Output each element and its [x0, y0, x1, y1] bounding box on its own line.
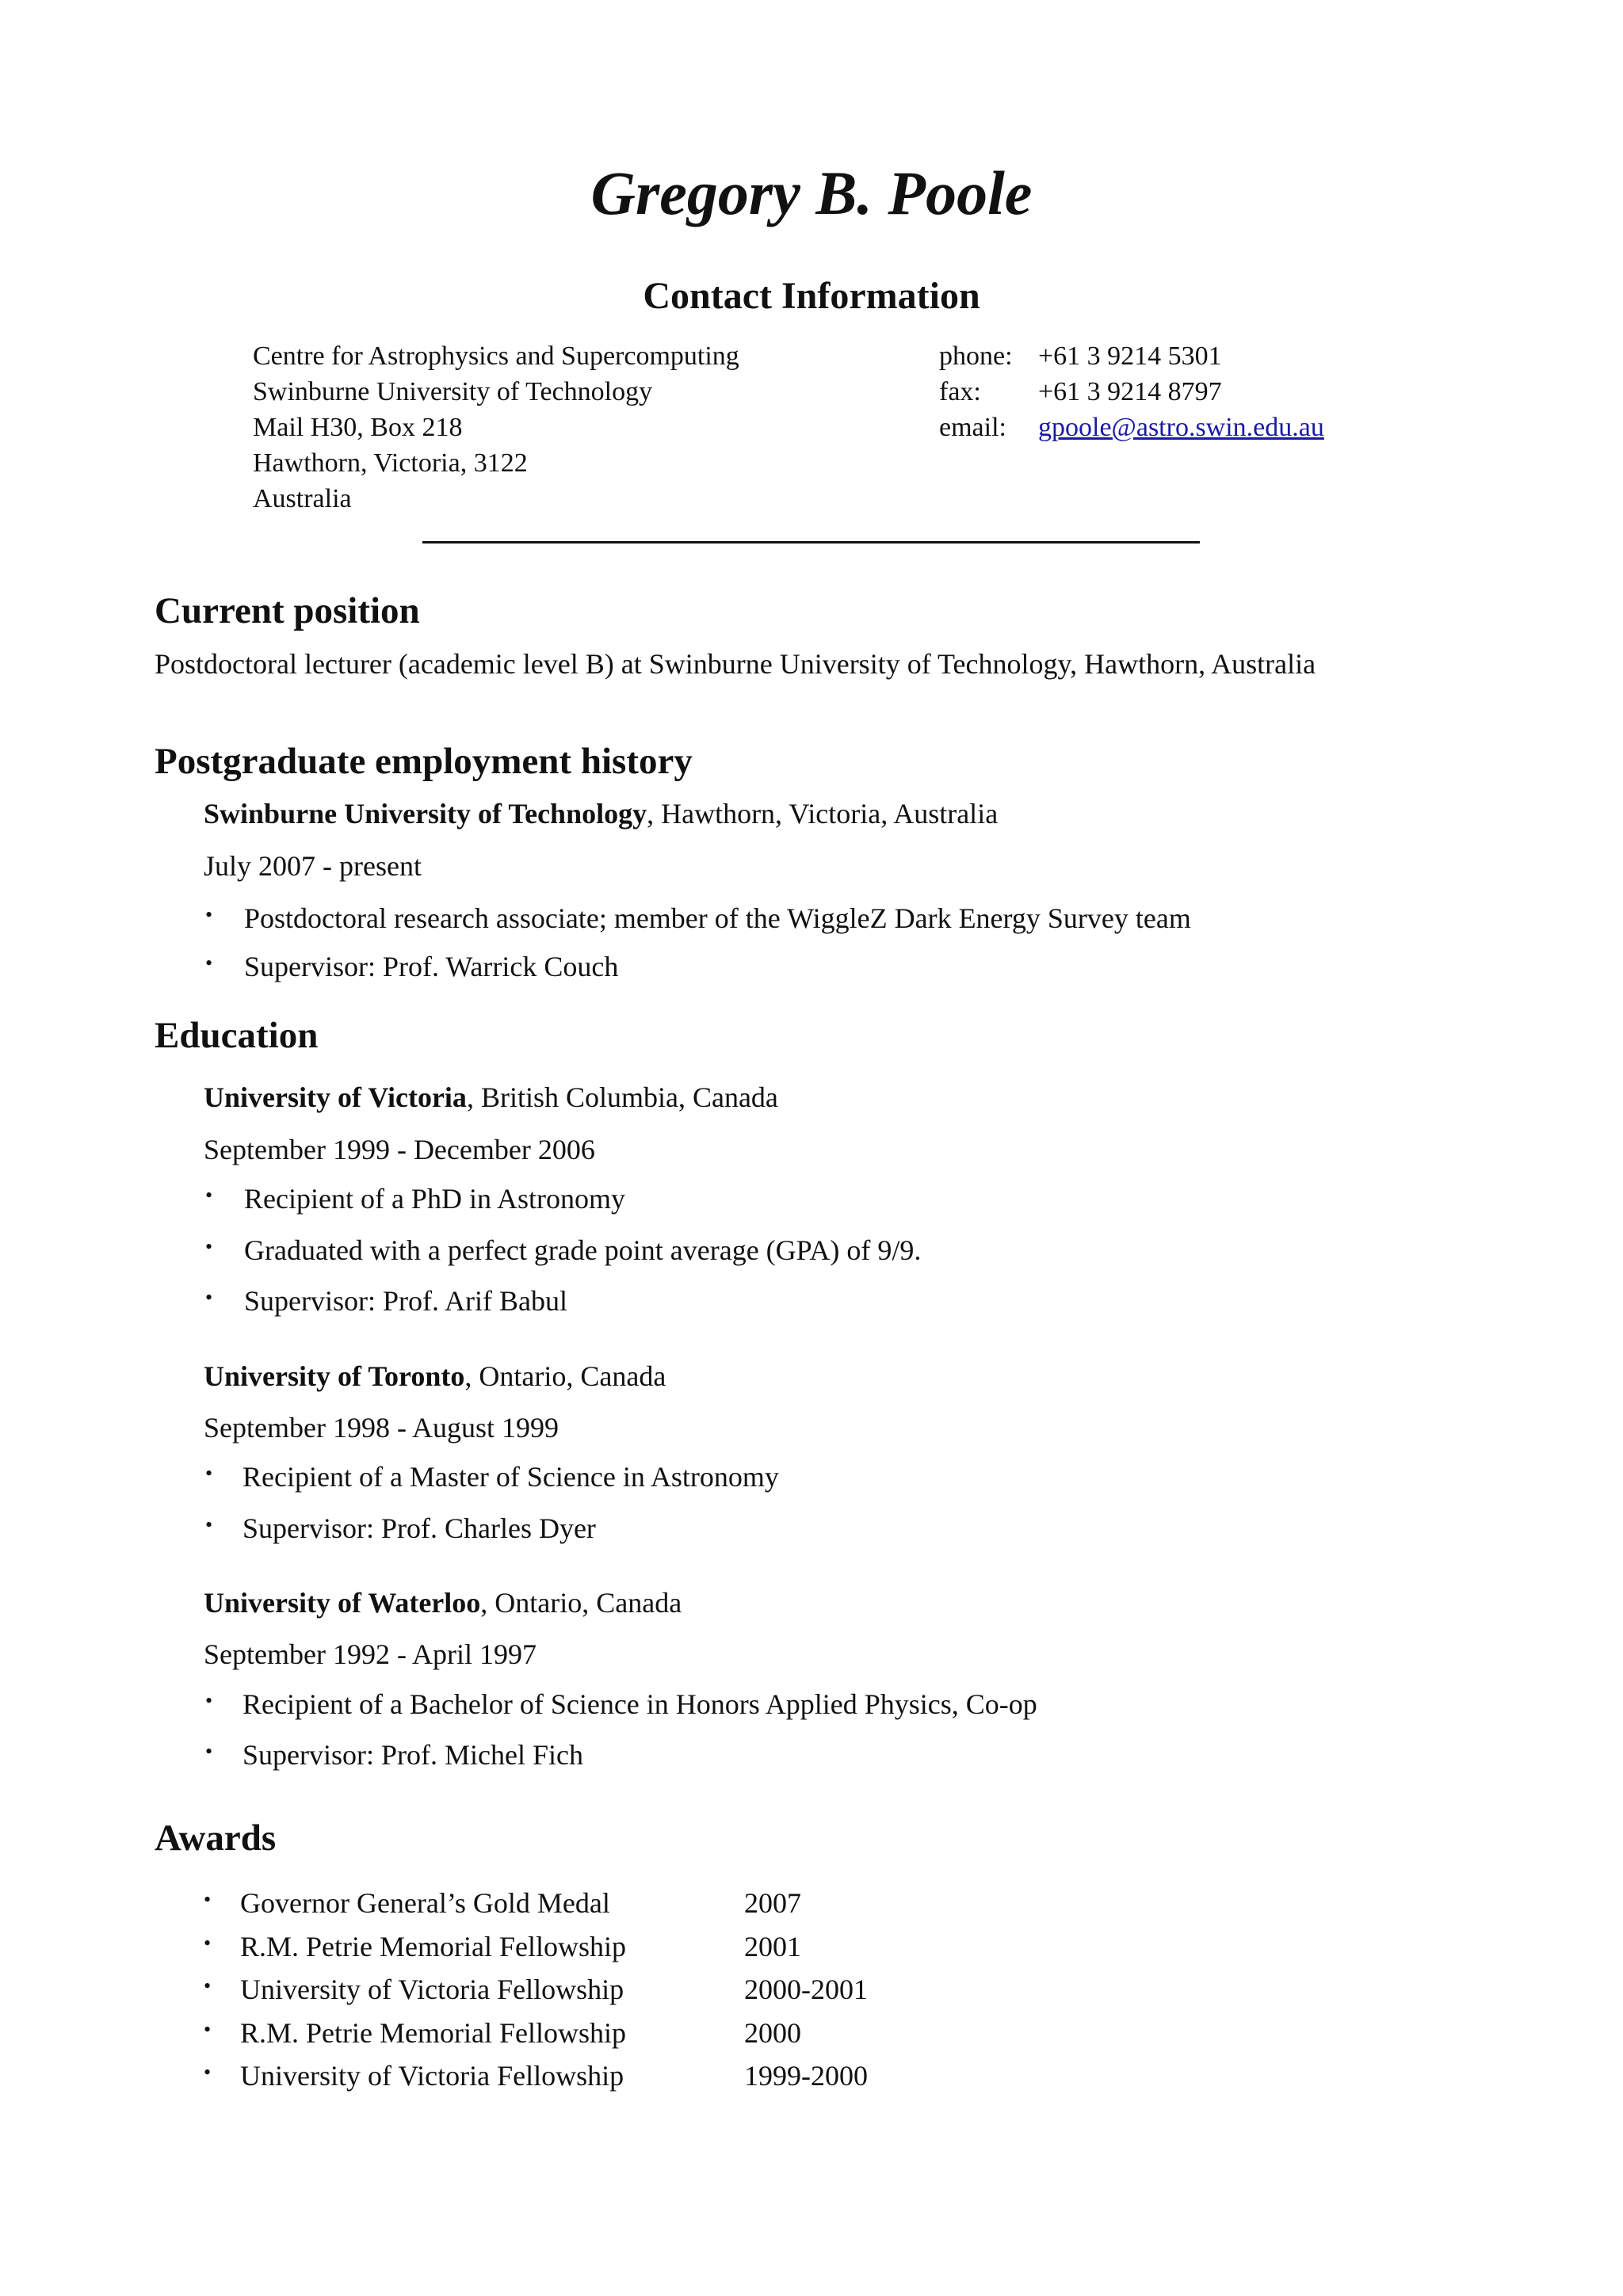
address-line: Australia [253, 484, 352, 513]
employment-dates: July 2007 - present [204, 850, 422, 882]
institution-location: , British Columbia, Canada [466, 1081, 778, 1113]
list-item: Supervisor: Prof. Charles Dyer [242, 1512, 596, 1544]
list-item: Graduated with a perfect grade point average (GPA) of 9/9. [244, 1234, 922, 1266]
education-dates: September 1992 - April 1997 [204, 1638, 537, 1670]
contact-labels [939, 338, 1013, 445]
list-item: Supervisor: Prof. Michel Fich [242, 1739, 583, 1771]
address-line: Mail H30, Box 218 [253, 413, 463, 442]
award-name: R.M. Petrie Memorial Fellowship [240, 1931, 626, 1962]
current-position-heading: Current position [155, 590, 420, 631]
education-heading: Education [155, 1015, 319, 1056]
bullet-icon: • [205, 1462, 213, 1485]
bullet-icon: • [205, 1689, 213, 1712]
bullet-icon: • [205, 1184, 213, 1207]
education-institution [204, 1083, 778, 1112]
award-name: Governor General’s Gold Medal [240, 1887, 610, 1919]
bullet-icon: • [205, 952, 213, 974]
list-item: Recipient of a PhD in Astronomy [244, 1183, 625, 1215]
institution-location: , Ontario, Canada [464, 1360, 666, 1392]
employment-heading: Postgraduate employment history [155, 741, 693, 782]
award-name: University of Victoria Fellowship [240, 2060, 624, 2092]
contact-values [1038, 338, 1324, 445]
education-dates: September 1998 - August 1999 [204, 1412, 559, 1444]
institution-name: University of Toronto [204, 1360, 465, 1392]
award-year: 1999-2000 [744, 2060, 868, 2092]
bullet-icon: • [205, 1286, 213, 1309]
address-line: Centre for Astrophysics and Supercomputing [253, 341, 739, 371]
bullet-icon: • [205, 1740, 213, 1763]
bullet-icon: • [205, 1235, 213, 1258]
bullet-icon: • [204, 1932, 212, 1955]
bullet-icon: • [204, 2018, 212, 2041]
employment-institution [204, 799, 998, 828]
institution-name: Swinburne University of Technology [204, 798, 647, 830]
institution-name: University of Waterloo [204, 1587, 481, 1619]
award-year: 2000-2001 [744, 1974, 868, 2005]
current-position-text: Postdoctoral lecturer (academic level B) at Swinburne University of Technology, Hawthorn, Australia [155, 648, 1316, 680]
bullet-icon: • [205, 1513, 213, 1536]
list-item: Recipient of a Bachelor of Science in Honors Applied Physics, Co-op [242, 1688, 1037, 1720]
award-year: 2007 [744, 1887, 801, 1919]
bullet-icon: • [204, 2061, 212, 2084]
fax-label: fax: [939, 377, 981, 406]
education-dates: September 1999 - December 2006 [204, 1134, 595, 1165]
contact-heading: Contact Information [643, 275, 980, 317]
bullet-icon: • [204, 1888, 212, 1911]
education-institution [204, 1589, 682, 1617]
page-title: Gregory B. Poole [590, 158, 1033, 227]
awards-heading: Awards [155, 1817, 277, 1859]
phone-label: phone: [939, 341, 1013, 371]
address-line: Hawthorn, Victoria, 3122 [253, 448, 528, 478]
list-item: Postdoctoral research associate; member of the WiggleZ Dark Energy Survey team [244, 902, 1191, 934]
education-institution [204, 1362, 666, 1390]
award-year: 2001 [744, 1931, 801, 1962]
divider [422, 541, 1200, 543]
institution-location: , Ontario, Canada [480, 1587, 682, 1619]
list-item: Supervisor: Prof. Warrick Couch [244, 951, 619, 982]
award-year: 2000 [744, 2017, 801, 2049]
phone-number: +61 3 9214 5301 [1038, 341, 1222, 371]
email-label: email: [939, 413, 1006, 442]
email-link[interactable]: gpoole@astro.swin.edu.au [1038, 413, 1324, 442]
bullet-icon: • [204, 1974, 212, 1997]
fax-number: +61 3 9214 8797 [1038, 377, 1222, 406]
list-item: Recipient of a Master of Science in Astronomy [242, 1461, 779, 1493]
address-block [253, 338, 739, 517]
institution-name: University of Victoria [204, 1081, 467, 1113]
address-line: Swinburne University of Technology [253, 377, 653, 406]
institution-location: , Hawthorn, Victoria, Australia [647, 798, 999, 830]
list-item: Supervisor: Prof. Arif Babul [244, 1285, 567, 1317]
award-name: University of Victoria Fellowship [240, 1974, 624, 2005]
bullet-icon: • [205, 903, 213, 926]
award-name: R.M. Petrie Memorial Fellowship [240, 2017, 626, 2049]
